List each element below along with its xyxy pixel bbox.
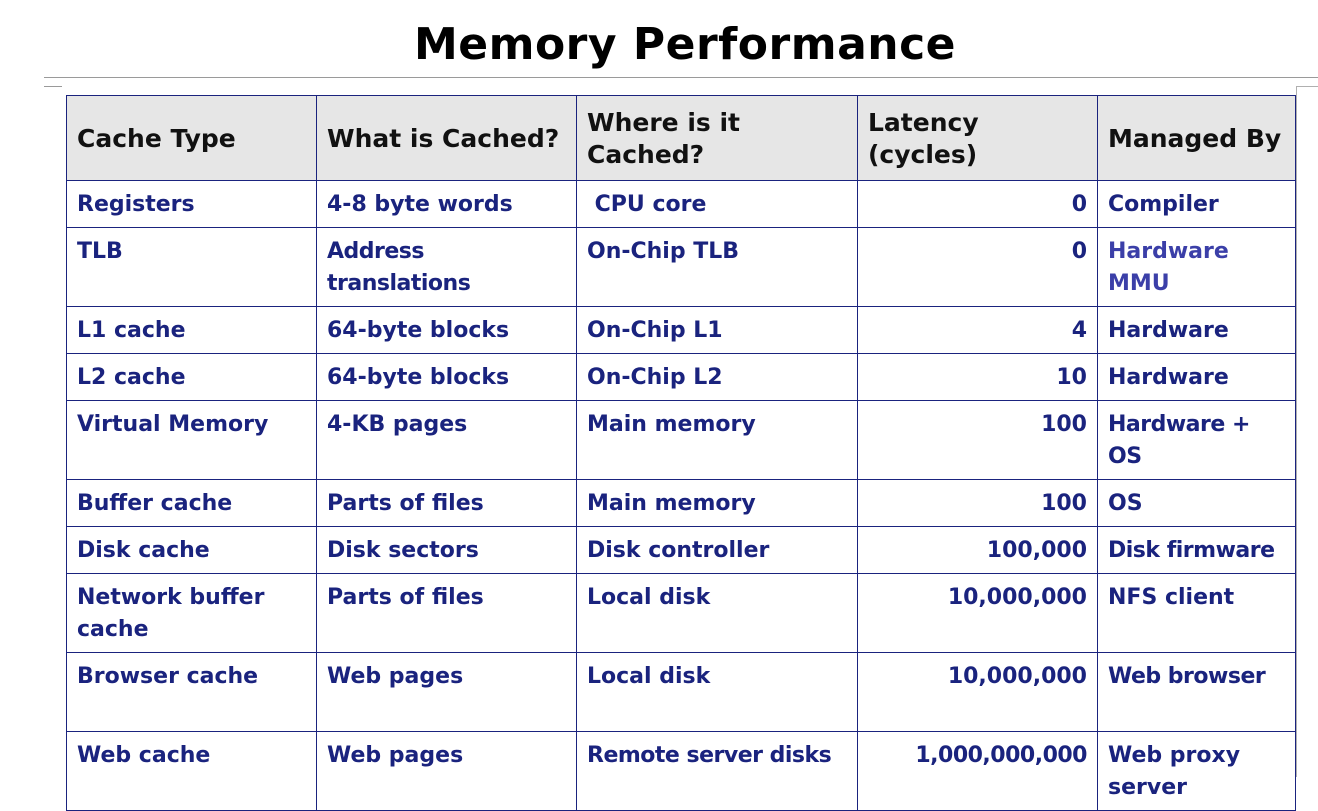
title-divider <box>44 77 1318 78</box>
cell-cache-type: Buffer cache <box>67 480 317 527</box>
cell-managed-by: Hardware MMU <box>1098 228 1296 307</box>
cell-cache-type: Virtual Memory <box>67 401 317 480</box>
cell-where-cached: On-Chip TLB <box>577 228 858 307</box>
cell-where-cached: Main memory <box>577 401 858 480</box>
cell-cache-type: TLB <box>67 228 317 307</box>
cell-managed-by: Hardware <box>1098 307 1296 354</box>
cell-managed-by: Web proxy server <box>1098 732 1296 811</box>
table-row <box>67 228 1296 307</box>
cell-what-is-cached: Parts of files <box>317 574 577 653</box>
cell-where-cached: CPU core <box>577 181 858 228</box>
cell-what-is-cached: Parts of files <box>317 480 577 527</box>
table-row <box>67 181 1296 228</box>
cell-managed-by: OS <box>1098 480 1296 527</box>
cell-latency: 10,000,000 <box>858 574 1098 653</box>
table-row <box>67 574 1296 653</box>
table-header-row <box>67 96 1296 181</box>
header-what-is-cached: What is Cached? <box>317 96 577 181</box>
cell-what-is-cached: 4-KB pages <box>317 401 577 480</box>
cell-managed-by: Hardware + OS <box>1098 401 1296 480</box>
cell-where-cached: Disk controller <box>577 527 858 574</box>
cell-where-cached: Main memory <box>577 480 858 527</box>
table-row <box>67 653 1296 732</box>
cell-latency: 0 <box>858 228 1098 307</box>
header-latency: Latency (cycles) <box>858 96 1098 181</box>
cell-latency: 100 <box>858 480 1098 527</box>
cell-cache-type: L2 cache <box>67 354 317 401</box>
cell-cache-type: Browser cache <box>67 653 317 732</box>
cell-where-cached: On-Chip L1 <box>577 307 858 354</box>
table-row <box>67 732 1296 811</box>
slide-title: Memory Performance <box>413 19 957 70</box>
cell-latency: 100,000 <box>858 527 1098 574</box>
cell-managed-by: NFS client <box>1098 574 1296 653</box>
title-divider-tick <box>44 86 62 87</box>
cell-latency: 10 <box>858 354 1098 401</box>
cell-latency: 100 <box>858 401 1098 480</box>
cell-latency: 10,000,000 <box>858 653 1098 732</box>
right-frame-line <box>1296 86 1318 777</box>
cell-what-is-cached: 64-byte blocks <box>317 307 577 354</box>
cell-managed-by: Web browser <box>1098 653 1296 732</box>
cell-managed-by: Hardware <box>1098 354 1296 401</box>
cell-what-is-cached: Web pages <box>317 732 577 811</box>
cell-latency: 1,000,000,000 <box>858 732 1098 811</box>
header-where-is-it-cached: Where is it Cached? <box>577 96 858 181</box>
table-row <box>67 354 1296 401</box>
cell-what-is-cached: Disk sectors <box>317 527 577 574</box>
cell-latency: 4 <box>858 307 1098 354</box>
cell-where-cached: Local disk <box>577 574 858 653</box>
cell-what-is-cached: 4-8 byte words <box>317 181 577 228</box>
cell-cache-type: Registers <box>67 181 317 228</box>
table-row <box>67 527 1296 574</box>
cell-what-is-cached: Web pages <box>317 653 577 732</box>
cell-managed-by: Disk firmware <box>1098 527 1296 574</box>
table-row <box>67 401 1296 480</box>
cell-what-is-cached: Address translations <box>317 228 577 307</box>
table-row <box>67 307 1296 354</box>
header-cache-type: Cache Type <box>67 96 317 181</box>
cell-cache-type: L1 cache <box>67 307 317 354</box>
cell-where-cached: Remote server disks <box>577 732 858 811</box>
cell-where-cached: On-Chip L2 <box>577 354 858 401</box>
cell-cache-type: Web cache <box>67 732 317 811</box>
table-row <box>67 480 1296 527</box>
cell-where-cached: Local disk <box>577 653 858 732</box>
cache-types-table <box>66 95 1296 811</box>
cell-cache-type: Network buffer cache <box>67 574 317 653</box>
cell-latency: 0 <box>858 181 1098 228</box>
header-managed-by: Managed By <box>1098 96 1296 181</box>
cell-managed-by: Compiler <box>1098 181 1296 228</box>
cell-what-is-cached: 64-byte blocks <box>317 354 577 401</box>
cell-cache-type: Disk cache <box>67 527 317 574</box>
